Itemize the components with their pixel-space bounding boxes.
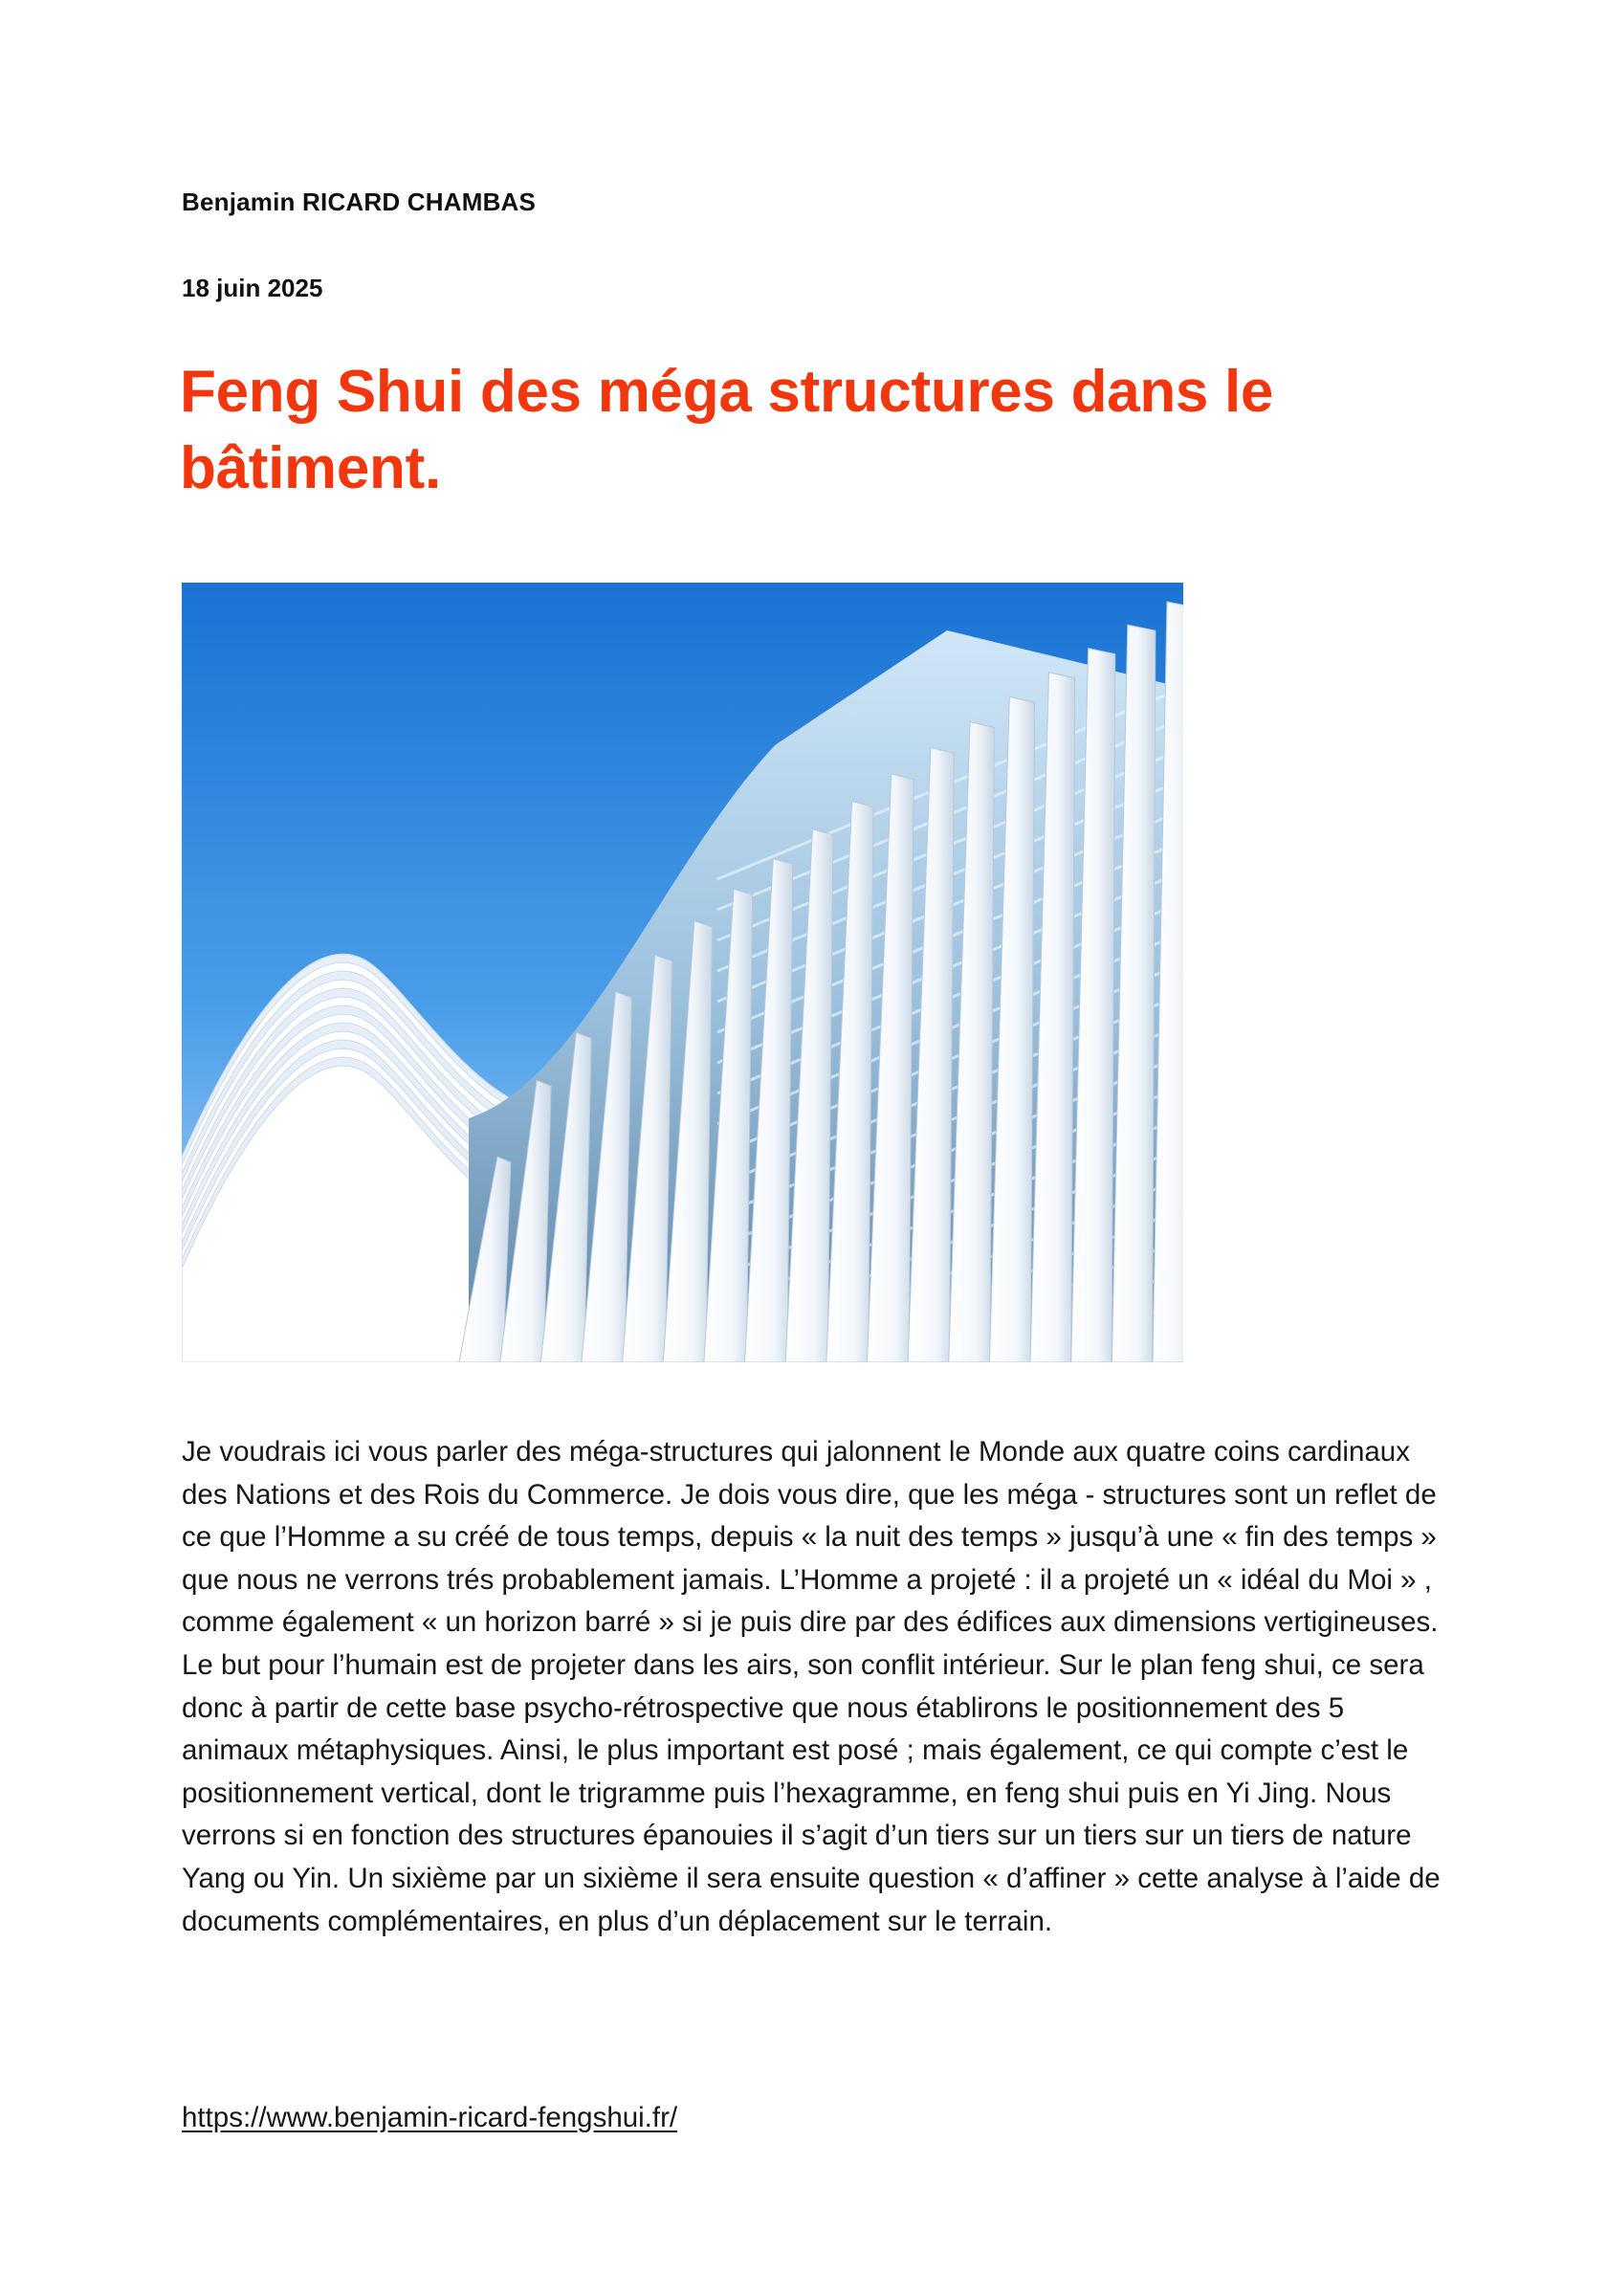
hero-image	[182, 583, 1183, 1362]
publication-date: 18 juin 2025	[182, 274, 323, 302]
author-name: Benjamin RICARD CHAMBAS	[182, 188, 537, 216]
architecture-photo	[182, 583, 1183, 1362]
website-link[interactable]: https://www.benjamin-ricard-fengshui.fr/	[182, 2102, 678, 2133]
article-title: Feng Shui des méga structures dans le bâtiment.	[180, 359, 1274, 501]
article-body: Je voudrais ici vous parler des méga-structures qui jalonnent le Monde aux quatre coins cardinaux des Nations et des Rois du Commerce. Je dois vous dire, que les méga - structures sont un reflet de ce que l’Homme a su créé de tous temps, depuis « la nuit des temps » jusqu’à une « fin des temps » que nous ne verrons trés probablement jamais. L’Homme a projeté : il a projeté un « idéal du Moi » , comme également « un horizon barré » si je puis dire par des édifices aux dimensions vertigineuses. Le but pour l’humain est de projeter dans les airs, son conflit intérieur. Sur le plan feng shui, ce sera donc à partir de cette base psycho-rétrospective que nous établirons le positionnement des 5 animaux métaphysiques. Ainsi, le plus important est posé ; mais également, ce qui compte c’est le positionnement vertical, dont le trigramme puis l’hexagramme, en feng shui puis en Yi Jing. Nous verrons si en fonction des structures épanouies il s’agit d’un tiers sur un tiers sur un tiers de nature Yang ou Yin. Un sixième par un sixième il sera ensuite question « d’affiner » cette analyse à l’aide de documents complémentaires, en plus d’un déplacement sur le terrain.	[182, 1436, 1441, 1937]
